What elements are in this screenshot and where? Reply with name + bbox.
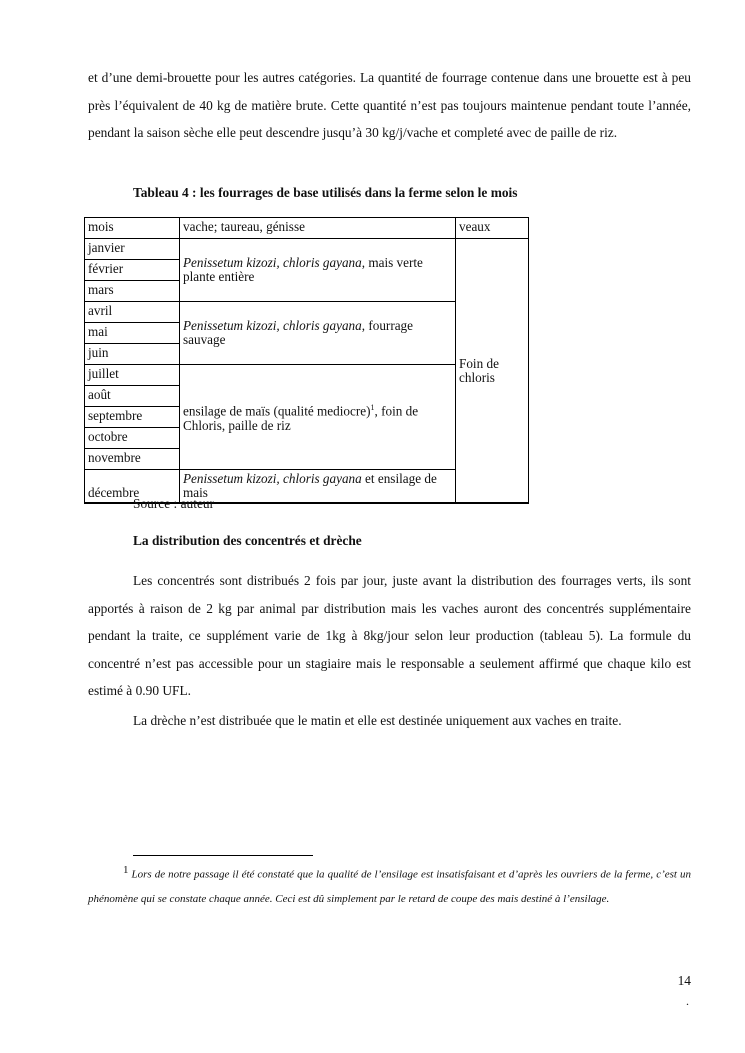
header-mois: mois (85, 218, 180, 239)
veaux-cell: Foin de chloris (456, 239, 529, 504)
page-mark: . (686, 994, 689, 1008)
paragraph-dreche: La drèche n’est distribuée que le matin et elle est destinée uniquement aux vaches en traite. (133, 713, 622, 728)
table-caption: Tableau 4 : les fourrages de base utilisés dans la ferme selon le mois (133, 185, 518, 200)
table-source: Source : auteur (133, 496, 215, 511)
month-cell: juillet (85, 365, 180, 386)
forage-cell-group-4 (180, 470, 456, 504)
footnote (88, 858, 691, 911)
species-text: Penissetum kizozi, chloris gayana (183, 255, 362, 270)
forage-text: , mais verte plante entière (183, 255, 423, 284)
forage-table (84, 217, 529, 504)
species-text: Penissetum kizozi, chloris gayana (183, 471, 362, 486)
month-cell: novembre (85, 449, 180, 470)
footnote-ref: 1 (370, 403, 375, 413)
month-cell: juin (85, 344, 180, 365)
month-cell: octobre (85, 428, 180, 449)
month-cell: mai (85, 323, 180, 344)
table-header-row (85, 218, 529, 239)
species-text: Penissetum kizozi, chloris gayana (183, 318, 362, 333)
footnote-number: 1 (123, 864, 129, 876)
forage-cell-group-2 (180, 302, 456, 365)
forage-text: et ensilage de mais (183, 471, 437, 500)
forage-cell-group-3 (180, 365, 456, 470)
month-cell: août (85, 386, 180, 407)
forage-cell-group-1 (180, 239, 456, 302)
forage-text: , fourrage sauvage (183, 318, 414, 347)
paragraph-concentrates: Les concentrés sont distribués 2 fois par jour, juste avant la distribution des fourrages verts, ils sont apportés à raison de 2 kg par animal par distribution mais les vaches auront des concentrés supplémentaire pendant la traite, ce supplément varie de 1kg à 8kg/jour selon leur production (tableau 5). La formule du concentré n’est pas accessible pour un stagiaire mais le responsable a seulement affirmé que chaque kilo est estimé à 0.90 UFL. (88, 573, 691, 698)
table-row (85, 239, 529, 260)
month-cell: janvier (85, 239, 180, 260)
header-vache: vache; taureau, génisse (180, 218, 456, 239)
month-cell: avril (85, 302, 180, 323)
header-veaux: veaux (456, 218, 529, 239)
footnote-text: Lors de notre passage il été constaté que la qualité de l’ensilage est insatisfaisant et d’après les ouvriers de la ferme, c’est un phénomène qui se constate chaque année. Ceci est dû simplement par le retard de coupe des mais destiné à l’ensilage. (88, 868, 691, 905)
month-cell: septembre (85, 407, 180, 428)
month-cell: mars (85, 281, 180, 302)
forage-text: , foin de Chloris, paille de riz (183, 403, 419, 433)
forage-text: ensilage de maïs (qualité mediocre) (183, 403, 371, 419)
paragraph-forage-quantity: et d’une demi-brouette pour les autres catégories. La quantité de fourrage contenue dans une brouette est à peu près l’équivalent de 40 kg de matière brute. Cette quantité n’est pas toujours maintenue pendant toute l’année, pendant la saison sèche elle peut descendre jusqu’à 30 kg/j/vache et completé avec de paille de riz. (88, 70, 691, 140)
footnote-divider (133, 855, 313, 856)
page-number: 14 (677, 973, 691, 988)
month-cell: février (85, 260, 180, 281)
section-title: La distribution des concentrés et drèche (133, 533, 362, 548)
month-cell: décembre (85, 470, 180, 504)
